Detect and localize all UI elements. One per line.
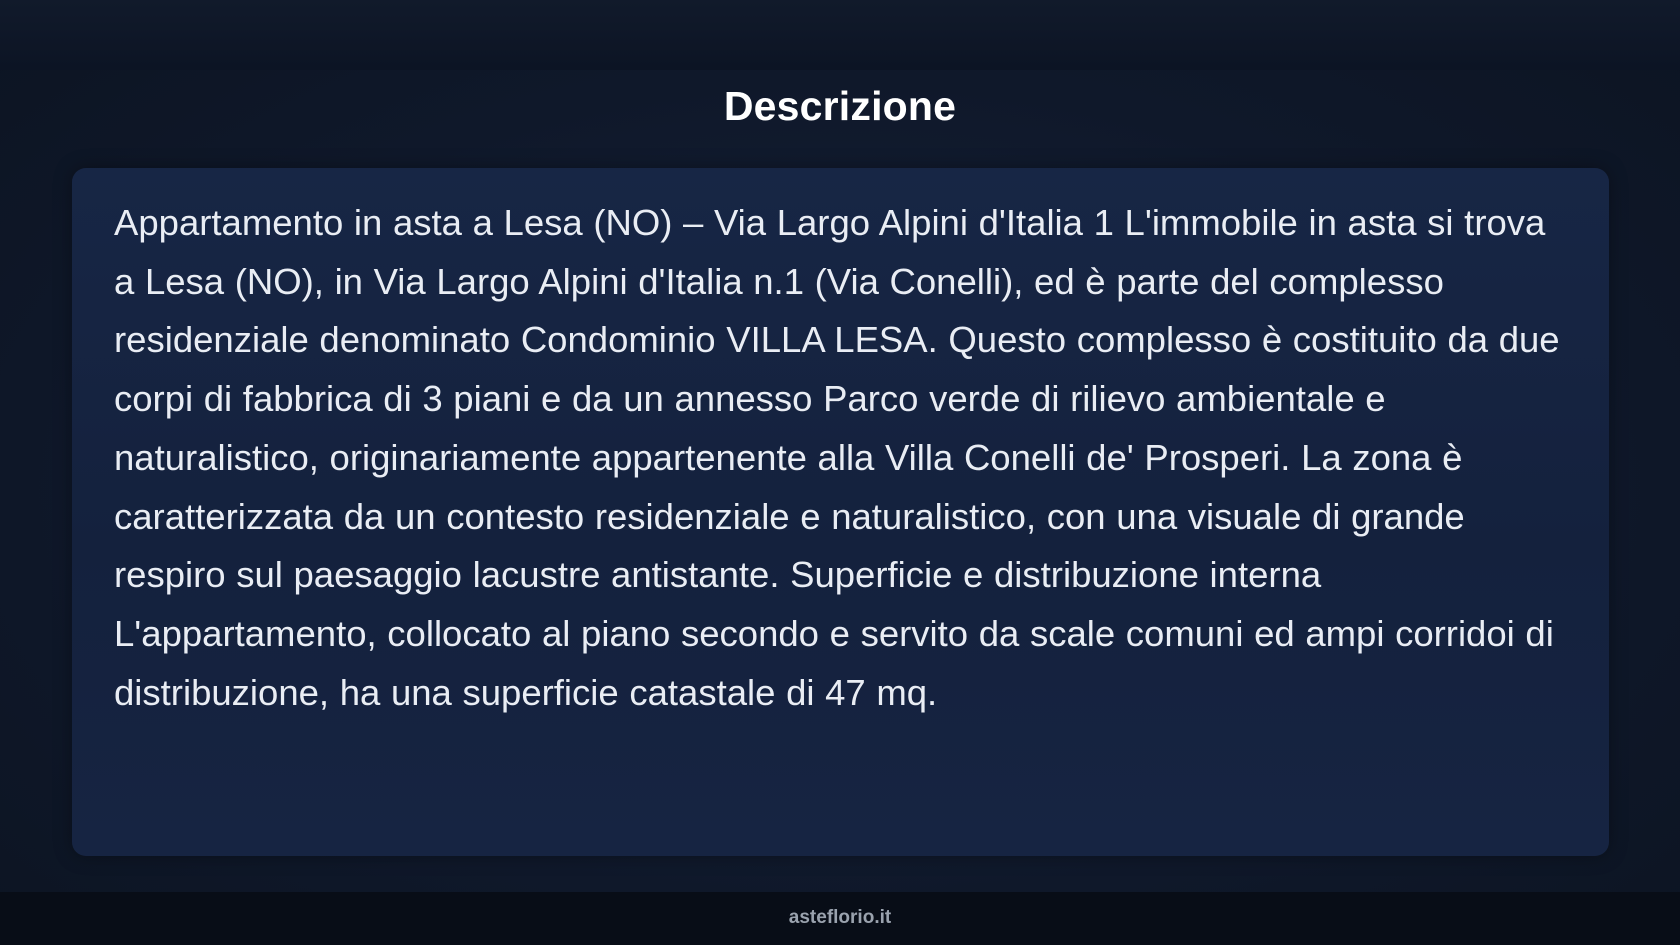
footer (0, 892, 1680, 945)
description-card (72, 168, 1609, 856)
top-band (0, 0, 1680, 70)
footer-site-link[interactable]: asteflorio.it (788, 907, 892, 928)
description-text: Appartamento in asta a Lesa (NO) – Via Largo Alpini d'Italia 1 L'immobile in asta si trova a Lesa (NO), in Via Largo Alpini d'Italia n.1 (Via Conelli), ed è parte del complesso residenziale denominato Condominio VILLA LESA. Questo complesso è costituito da due corpi di fabbrica di 3 piani e da un annesso Parco verde di rilievo ambientale e naturalistico, originariamente appartenente alla Villa Conelli de' Prosperi. La zona è caratterizzata da un contesto residenziale e naturalistico, con una visuale di grande respiro sul paesaggio lacustre antistante. Superficie e distribuzione interna L'appartamento, collocato al piano secondo e servito da scale comuni ed ampi corridoi di distribuzione, ha una superficie catastale di 47 mq. (114, 202, 1560, 713)
page-title: Descrizione (723, 83, 957, 129)
